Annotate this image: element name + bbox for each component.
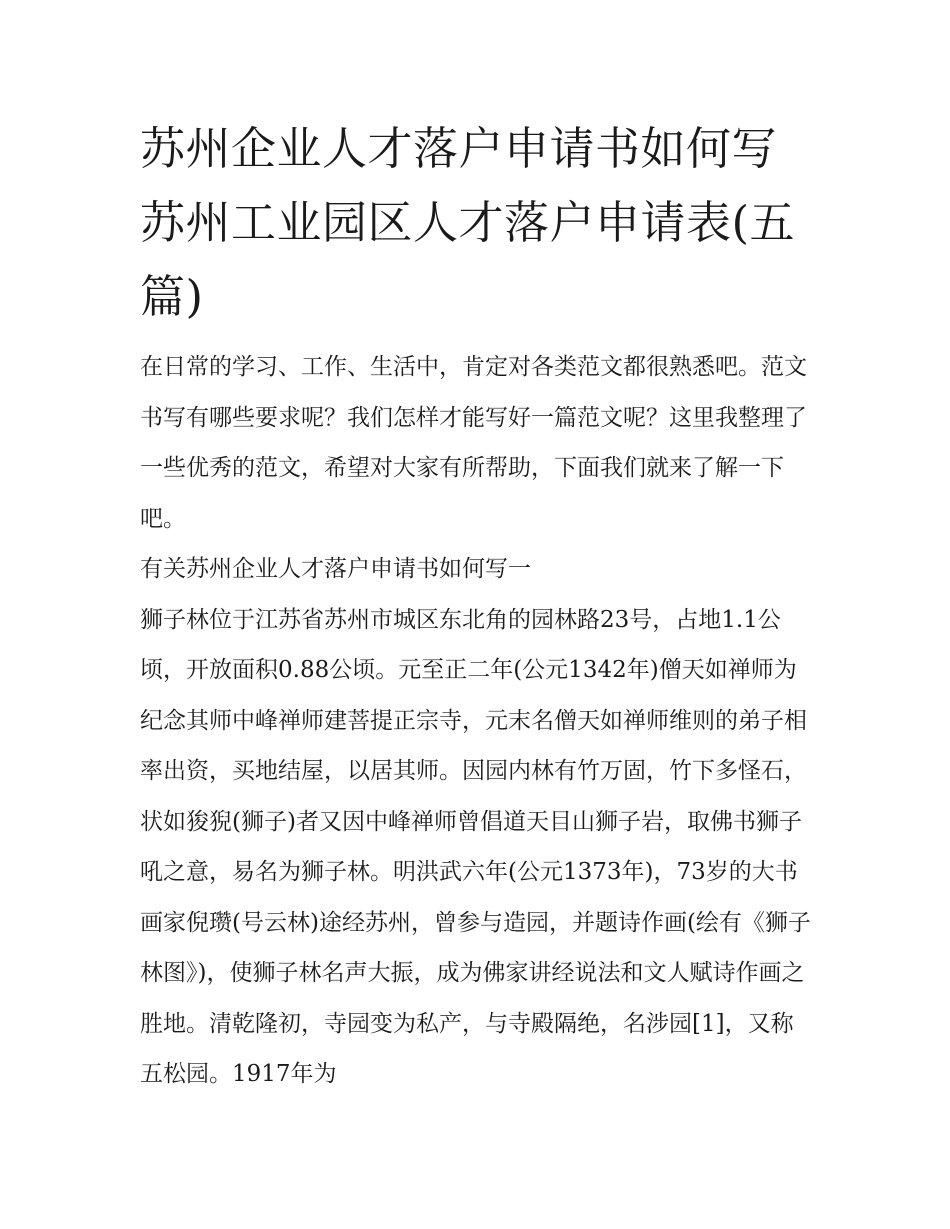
body-paragraph: 狮子林位于江苏省苏州市城区东北角的园林路23号，占地1.1公顷，开放面积0.88公顷。元至正二年(公元1342年)僧天如禅师为纪念其师中峰禅师建菩提正宗寺，元末名僧天如禅师维则的弟子相率出资，买地结屋，以居其师。因园内林有竹万固，竹下多怪石，状如狻猊(狮子)者又因中峰禅师曾倡道天目山狮子岩，取佛书狮子吼之意，易名为狮子林。明洪武六年(公元1373年)，73岁的大书画家倪瓒(号云林)途经苏州，曾参与造园，并题诗作画(绘有《狮子林图》)，使狮子林名声大振，成为佛家讲经说法和文人赋诗作画之胜地。清乾隆初，寺园变为私产，与寺殿隔绝，名涉园[1]，又称五松园。1917年为	[140, 606, 811, 1087]
section-heading: 有关苏州企业人才落户申请书如何写一	[140, 556, 531, 582]
document-page	[140, 112, 812, 1100]
intro-paragraph: 在日常的学习、工作、生活中，肯定对各类范文都很熟悉吧。范文书写有哪些要求呢？我们怎样才能写好一篇范文呢？这里我整理了一些优秀的范文，希望对大家有所帮助，下面我们就来了解一下吧。	[140, 354, 807, 532]
document-title: 苏州企业人才落户申请书如何写 苏州工业园区人才落户申请表(五篇)	[140, 122, 796, 323]
